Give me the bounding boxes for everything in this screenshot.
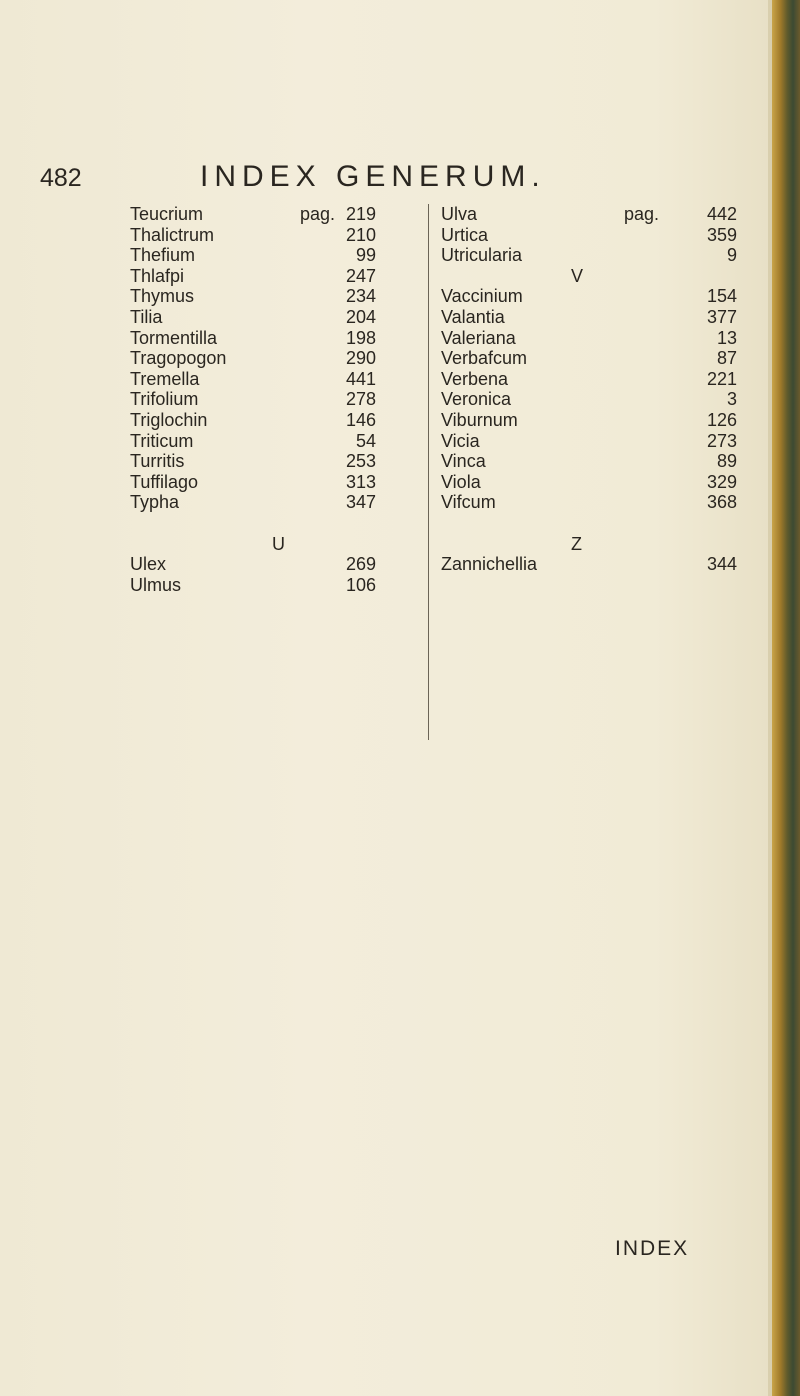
entry-page: 359 (706, 224, 737, 245)
index-entry (441, 451, 741, 472)
section-letter-z (441, 534, 741, 555)
index-entry (130, 348, 420, 369)
index-entry (441, 286, 741, 307)
entry-page: 442 (706, 204, 737, 224)
index-entry (441, 245, 741, 266)
entry-page: 210 (345, 224, 376, 245)
entry-name: Ulmus (130, 574, 182, 595)
entry-name: Typha (130, 492, 180, 513)
entry-name: Ulex (130, 554, 167, 575)
page-number: 482 (40, 164, 82, 192)
section-letter: Z (571, 533, 582, 554)
entry-page: 9 (726, 245, 737, 266)
entry-page: 198 (345, 327, 376, 348)
entry-page: 204 (345, 306, 376, 327)
entry-page: 3 (726, 389, 737, 410)
entry-name: Trifolium (130, 389, 199, 410)
entry-name: Verbafcum (441, 348, 528, 369)
entry-name: Vicia (441, 430, 480, 451)
book-edge (772, 0, 800, 1396)
index-entry (130, 266, 420, 287)
index-entry (441, 348, 741, 369)
index-entry (441, 554, 741, 575)
entry-page: 347 (345, 492, 376, 513)
entry-page: 87 (716, 348, 737, 369)
spacer-row (441, 513, 741, 534)
pag-label: pag. (624, 204, 660, 224)
entry-page: 99 (355, 245, 376, 266)
entry-page: 13 (716, 327, 737, 348)
entry-name: Valantia (441, 306, 505, 327)
entry-name: Tormentilla (130, 327, 218, 348)
entry-name: Tuffilago (130, 471, 199, 492)
index-entry (441, 389, 741, 410)
index-entry (130, 225, 420, 246)
index-entry (130, 369, 420, 390)
entry-page: 329 (706, 471, 737, 492)
entry-name: Valeriana (441, 327, 516, 348)
entry-name: Viola (441, 471, 481, 492)
index-entry (130, 410, 420, 431)
index-entry (130, 204, 420, 225)
entry-name: Utricularia (441, 245, 523, 266)
entry-page: 269 (345, 554, 376, 575)
entry-name: Triticum (130, 430, 194, 451)
entry-name: Turritis (130, 451, 185, 472)
entry-page: 253 (345, 451, 376, 472)
index-entry (130, 451, 420, 472)
entry-page: 313 (345, 471, 376, 492)
entry-name: Urtica (441, 224, 489, 245)
entry-name: Zannichellia (441, 554, 538, 575)
index-entry (130, 472, 420, 493)
index-entry (441, 410, 741, 431)
index-entry (441, 431, 741, 452)
index-entry (130, 286, 420, 307)
index-entry (130, 245, 420, 266)
entry-page: 89 (716, 451, 737, 472)
entry-page: 344 (706, 554, 737, 575)
index-entry (441, 328, 741, 349)
entry-name: Thalictrum (130, 224, 215, 245)
index-entry (130, 389, 420, 410)
index-entry (130, 307, 420, 328)
entry-name: Triglochin (130, 409, 208, 430)
index-entry (130, 492, 420, 513)
entry-name: Teucrium (130, 204, 204, 224)
entry-name: Tragopogon (130, 348, 227, 369)
index-entry (130, 554, 420, 575)
index-entry (441, 307, 741, 328)
index-entry (441, 225, 741, 246)
index-entry (130, 431, 420, 452)
entry-name: Ulva (441, 204, 478, 224)
index-entry (441, 369, 741, 390)
entry-name: Verbena (441, 368, 509, 389)
index-entry (130, 575, 420, 596)
catchword: INDEX (615, 1237, 690, 1260)
spacer-row (130, 513, 420, 534)
entry-name: Vinca (441, 451, 486, 472)
entry-page: 126 (706, 409, 737, 430)
running-title: INDEX GENERUM. (200, 160, 546, 193)
entry-page: 221 (706, 368, 737, 389)
section-letter: V (571, 265, 584, 286)
section-letter-u (130, 534, 420, 555)
entry-name: Thefium (130, 245, 196, 266)
entry-page: 146 (345, 409, 376, 430)
entry-page: 290 (345, 348, 376, 369)
entry-page: 278 (345, 389, 376, 410)
column-divider (428, 204, 429, 740)
entry-name: Viburnum (441, 409, 518, 430)
entry-name: Tremella (130, 368, 200, 389)
section-letter: U (272, 533, 285, 554)
index-entry (441, 472, 741, 493)
entry-name: Vifcum (441, 492, 496, 513)
entry-name: Veronica (441, 389, 512, 410)
right-column (441, 204, 741, 575)
entry-name: Tilia (130, 306, 163, 327)
entry-page: 273 (706, 430, 737, 451)
entry-page: 106 (345, 574, 376, 595)
pag-label: pag. (300, 204, 336, 224)
index-entry (441, 492, 741, 513)
entry-name: Thlafpi (130, 265, 185, 286)
left-column (130, 204, 420, 595)
entry-page: 219 (345, 204, 376, 224)
entry-page: 234 (345, 286, 376, 307)
entry-page: 247 (345, 265, 376, 286)
entry-name: Vaccinium (441, 286, 523, 307)
entry-page: 441 (345, 368, 376, 389)
entry-name: Thymus (130, 286, 195, 307)
section-letter-v (441, 266, 741, 287)
index-entry (130, 328, 420, 349)
entry-page: 377 (706, 306, 737, 327)
index-entry (441, 204, 741, 225)
entry-page: 154 (706, 286, 737, 307)
entry-page: 368 (706, 492, 737, 513)
entry-page: 54 (355, 430, 376, 451)
